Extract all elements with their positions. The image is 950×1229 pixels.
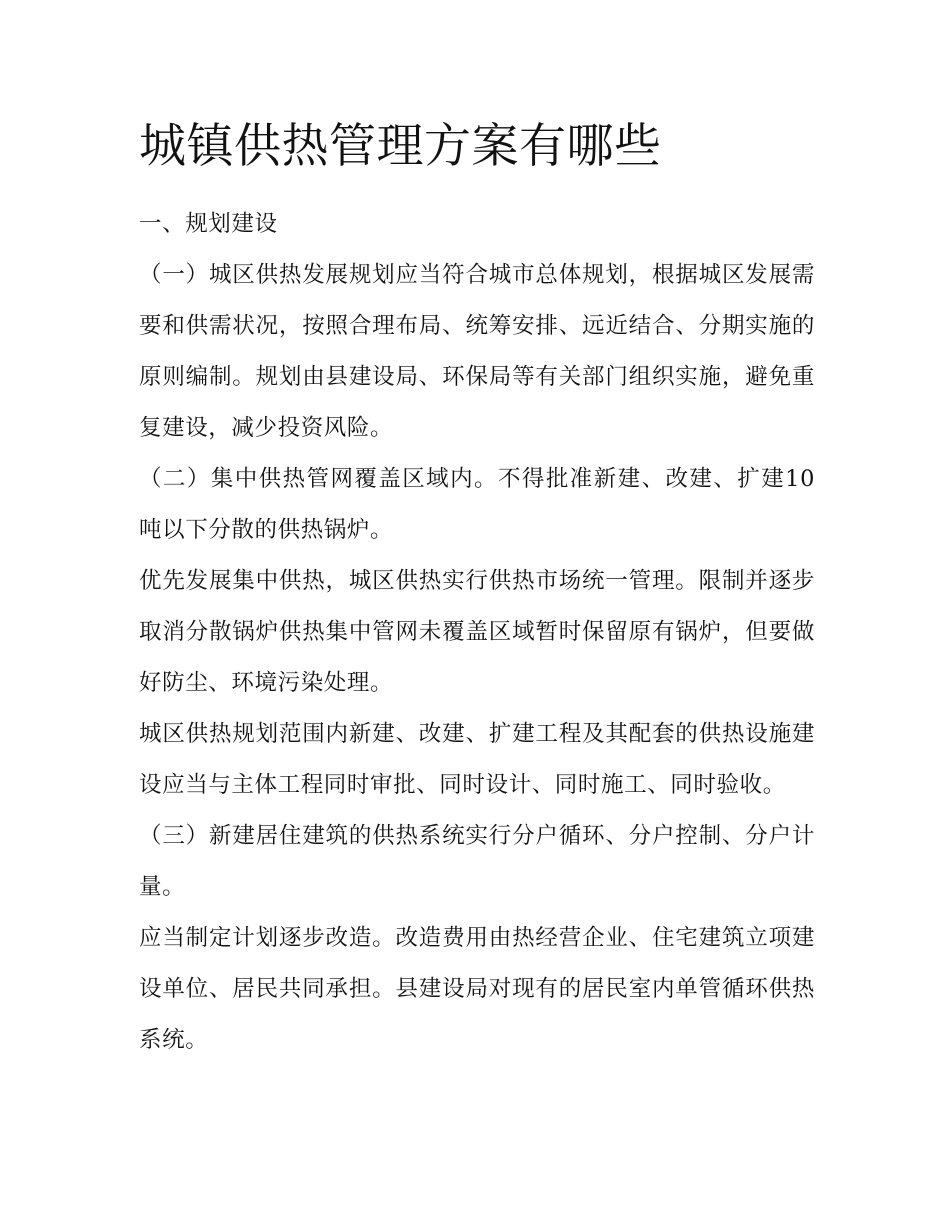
paragraph: 优先发展集中供热，城区供热实行供热市场统一管理。限制并逐步取消分散锅炉供热集中管网未覆盖区域暂时保留原有锅炉，但要做好防尘、环境污染处理。 bbox=[139, 568, 815, 696]
paragraph: 应当制定计划逐步改造。改造费用由热经营企业、住宅建筑立项建设单位、居民共同承担。县建设局对现有的居民室内单管循环供热系统。 bbox=[139, 925, 815, 1053]
document-body bbox=[139, 199, 815, 1066]
paragraph: （一）城区供热发展规划应当符合城市总体规划，根据城区发展需要和供需状况，按照合理布局、统筹安排、远近结合、分期实施的原则编制。规划由县建设局、环保局等有关部门组织实施，避免重复建设，减少投资风险。 bbox=[139, 262, 815, 441]
paragraph: （二）集中供热管网覆盖区域内。不得批准新建、改建、扩建10吨以下分散的供热锅炉。 bbox=[139, 466, 815, 543]
paragraph: 城区供热规划范围内新建、改建、扩建工程及其配套的供热设施建设应当与主体工程同时审批、同时设计、同时施工、同时验收。 bbox=[139, 721, 815, 798]
document-title: 城镇供热管理方案有哪些 bbox=[139, 119, 662, 174]
section-heading: 一、规划建设 bbox=[139, 211, 278, 237]
paragraph: （三）新建居住建筑的供热系统实行分户循环、分户控制、分户计量。 bbox=[139, 823, 815, 900]
